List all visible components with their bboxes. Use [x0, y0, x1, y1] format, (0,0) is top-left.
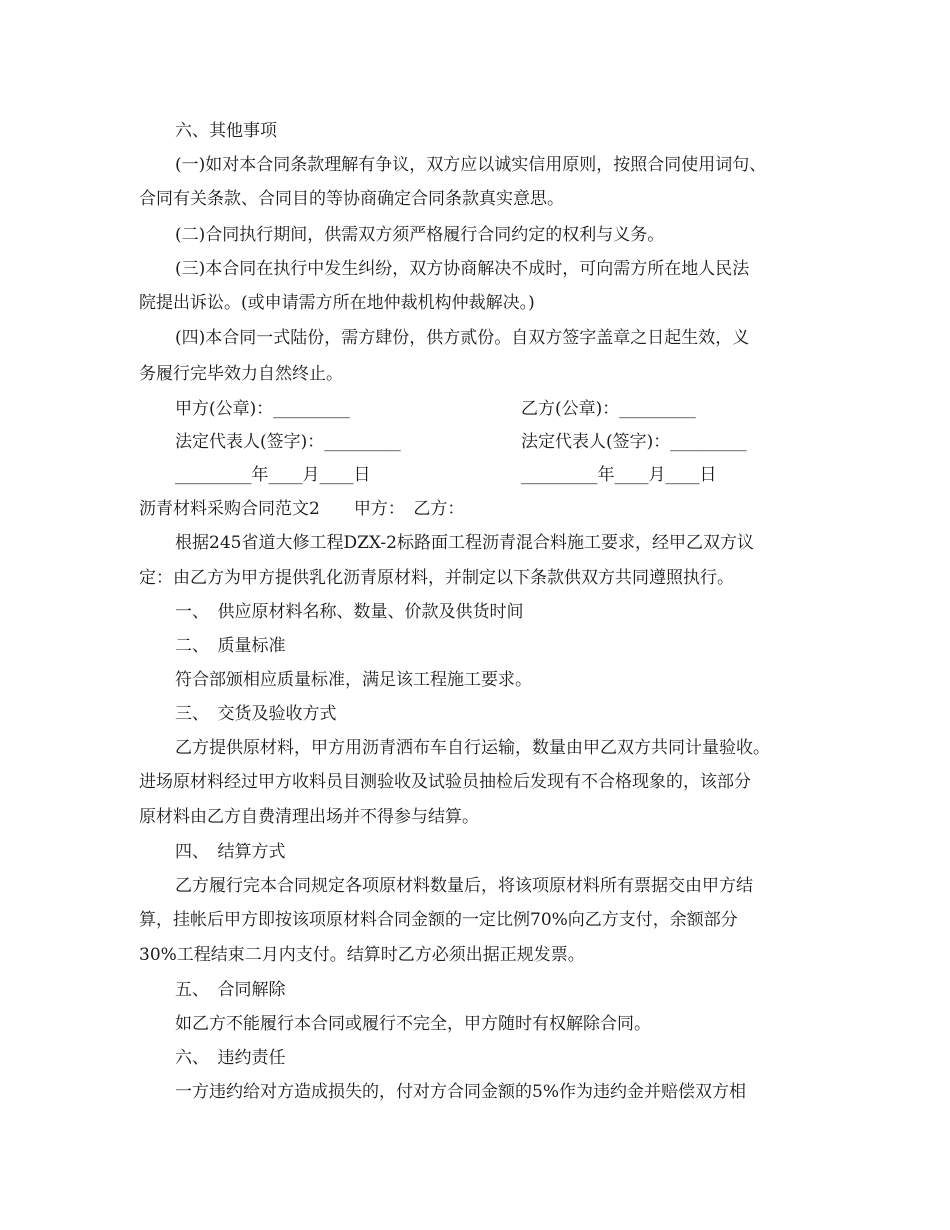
party-b-seal: 乙方(公章)：_________ — [521, 399, 696, 419]
settlement-line-3: 30%工程结束二月内支付。结算时乙方必须出据正规发票。 — [139, 945, 585, 965]
clause-3-line-2: 院提出诉讼。(或申请需方所在地仲裁机构仲裁解决。) — [139, 293, 535, 313]
heading-delivery: 三、 交货及验收方式 — [175, 704, 337, 724]
intro-line-1: 根据245省道大修工程DZX-2标路面工程沥青混合料施工要求，经甲乙双方议 — [175, 533, 754, 553]
delivery-line-3: 原材料由乙方自费清理出场并不得参与结算。 — [139, 807, 479, 827]
party-b-date: _________年____月____日 — [521, 465, 717, 485]
party-a-seal: 甲方(公章)：_________ — [175, 399, 350, 419]
heading-termination: 五、 合同解除 — [175, 980, 286, 1000]
section-heading: 六、其他事项 — [175, 121, 277, 141]
delivery-line-2: 进场原材料经过甲方收料员目测验收及试验员抽检后发现有不合格现象的，该部分 — [139, 772, 751, 792]
party-a-representative: 法定代表人(签字)：_________ — [175, 432, 401, 452]
termination-text: 如乙方不能履行本合同或履行不完全，甲方随时有权解除合同。 — [175, 1014, 651, 1034]
party-b-representative: 法定代表人(签字)：_________ — [521, 432, 747, 452]
heading-supply: 一、 供应原材料名称、数量、价款及供货时间 — [175, 602, 524, 622]
heading-settlement: 四、 结算方式 — [175, 842, 286, 862]
settlement-line-2: 算，挂帐后甲方即按该项原材料合同金额的一定比例70%向乙方支付，余额部分 — [139, 910, 738, 930]
liability-line-1: 一方违约给对方造成损失的，付对方合同金额的5%作为违约金并赔偿双方相 — [175, 1082, 746, 1102]
party-a-date: _________年____月____日 — [175, 465, 371, 485]
clause-4-line-2: 务履行完毕效力自然终止。 — [139, 364, 343, 384]
settlement-line-1: 乙方履行完本合同规定各项原材料数量后，将该项原材料所有票据交由甲方结 — [175, 876, 753, 896]
sample-2-title: 沥青材料采购合同范文2 甲方： 乙方： — [139, 499, 465, 519]
quality-text: 符合部颁相应质量标准，满足该工程施工要求。 — [175, 670, 532, 690]
delivery-line-1: 乙方提供原材料，甲方用沥青洒布车自行运输，数量由甲乙双方共同计量验收。 — [175, 738, 770, 758]
heading-quality: 二、 质量标准 — [175, 636, 286, 656]
clause-1-line-2: 合同有关条款、合同目的等协商确定合同条款真实意思。 — [139, 189, 564, 209]
clause-1-line-1: (一)如对本合同条款理解有争议，双方应以诚实信用原则，按照合同使用词句、 — [175, 155, 767, 175]
clause-2: (二)合同执行期间，供需双方须严格履行合同约定的权利与义务。 — [175, 225, 665, 245]
clause-4-line-1: (四)本合同一式陆份，需方肆份，供方贰份。自双方签字盖章之日起生效，义 — [175, 328, 750, 348]
clause-3-line-1: (三)本合同在执行中发生纠纷，双方协商解决不成时，可向需方所在地人民法 — [175, 259, 750, 279]
intro-line-2: 定：由乙方为甲方提供乳化沥青原材料，并制定以下条款供双方共同遵照执行。 — [139, 568, 734, 588]
heading-liability: 六、 违约责任 — [175, 1048, 286, 1068]
